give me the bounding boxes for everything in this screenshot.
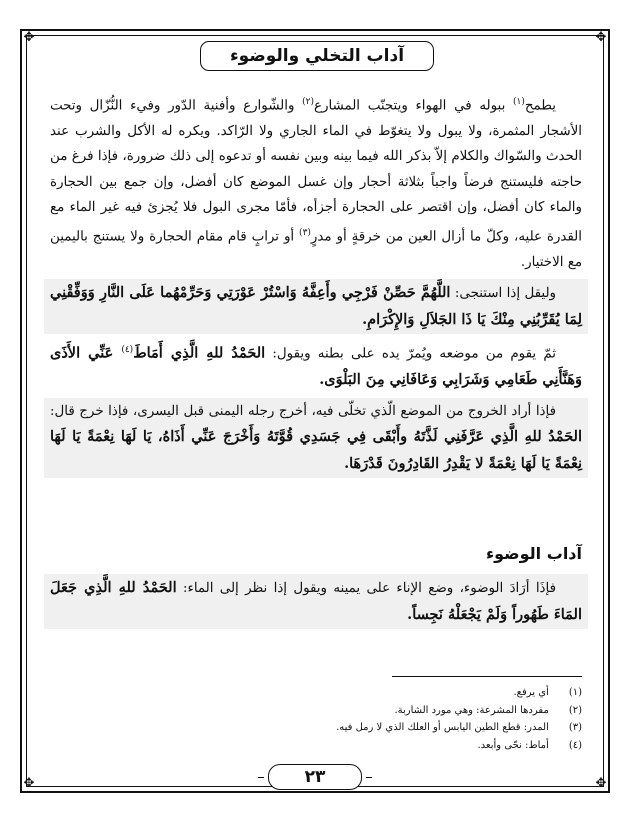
page-number-ornament: [366, 777, 372, 778]
footnote-number: (٤): [568, 739, 582, 751]
footnote-ref: (٤): [121, 345, 134, 356]
corner-ornament-icon: ✥: [23, 30, 35, 45]
supplication-text: اللَّهُمَّ حَصِّنْ فَرْجِي وأَعِفَّهُ وَاسْتُرْ عَوْرَتِي وَحَرِّمْهُما عَلَى النَّارِ وَوَفِّقْنِي لِمَا يُقَرِّبُنِي مِنْكَ يَا ذَا الجَلاَلِ وَالإِكْرَامِ.: [50, 284, 582, 328]
text-run: وليقل إذا استنجى:: [450, 286, 556, 302]
text-run: ثمّ يقوم من موضعه ويُمرّ يده على بطنه ويقول:: [265, 346, 556, 362]
footnote-number: (٣): [568, 722, 582, 733]
text-run: فإذَا أرَادَ الوضوء، وضع الإناء على يمينه ويقول إذا نظر إلى الماء:: [176, 581, 556, 596]
wudu-text: [50, 570, 582, 633]
footnote-text: مفردها المشرعة: وهي مورد الشاربة.: [394, 704, 549, 716]
footnote-text: المدر: قطع الطين اليابس أو العلك الذي لا رمل فيه.: [336, 722, 549, 733]
paragraph-standing-dua: [50, 338, 582, 393]
paragraph-istinja-dua: [44, 279, 588, 334]
page-number-ornament: [258, 777, 264, 778]
footnote-item: [270, 702, 582, 720]
footnote-number: (١): [568, 687, 582, 698]
footnote-ref: (٢): [302, 97, 314, 107]
section-heading: آداب الوضوء: [485, 544, 582, 563]
page-number: ٢٣: [304, 767, 326, 787]
footnote-divider: [392, 676, 582, 677]
page-title: آداب التخلي والوضوء: [229, 46, 405, 66]
footnote-ref: (١): [513, 97, 525, 107]
footnotes: [270, 684, 582, 754]
footnote-item: [270, 737, 582, 755]
paragraph-wudu-dua: [44, 574, 588, 629]
text-run: فإذا أراد الخروج من الموضع الّذي تخلّى فيه، أخرج رجله اليمنى قبل اليسرى، فإذا خرج قال:: [50, 403, 556, 419]
text-run: أو ترابٍ قام مقام الحجارة ولا يستنج باليمين مع الاختيار.: [50, 229, 582, 270]
paragraph-etiquette: [50, 90, 582, 275]
footnote-item: [270, 719, 582, 737]
footnote-text: أي يرفع.: [513, 687, 549, 698]
paragraph-exit-dua: [44, 398, 588, 479]
text-run: ببوله في الهواء ويتجنّب المشارع: [314, 98, 514, 114]
text-run: يطمح: [524, 98, 556, 114]
supplication-text: الحَمْدُ للهِ الَّذِي أَمَاطَ: [133, 344, 266, 362]
footnote-item: [270, 684, 582, 702]
supplication-text: الحَمْدُ للهِ الَّذِي عَرَّفَنِي لَذَّتَهُ وأَبْقَى فِي جَسَدِي قُوَّتَهُ وَأَخْرَجَ عَنِّي أَذَاهُ، يَا لَهَا نِعْمَةً يَا لَهَا نِعْمَةً يَا لَهَا نِعْمَةً لا يَقْدِرُ القَادِرُونَ قَدْرَهَا.: [50, 428, 582, 472]
corner-ornament-icon: ✥: [23, 776, 35, 791]
supplication-text: عَنِّي الأَذَى وَهَنَّأَنِي طَعَامِي وَشَرَابِي وَعَافَانِي مِنَ البَلْوَى.: [50, 344, 582, 389]
page-header: [200, 41, 434, 71]
main-text: [50, 90, 582, 482]
footnote-text: أماط: نحّى وأبعد.: [477, 739, 549, 751]
corner-ornament-icon: ✥: [595, 30, 607, 45]
footnote-number: (٢): [568, 704, 582, 716]
page-number-box: [268, 764, 362, 790]
corner-ornament-icon: ✥: [595, 776, 607, 791]
supplication-text: الحَمْدُ للهِ الَّذِي جَعَلَ المَاءَ طَهُوراً وَلَمْ يَجْعَلْهُ نَجِساً.: [50, 579, 582, 623]
text-run: والشّوارع وأفنية الدّور وفيء النُّزّال وتحت الأشجار المثمرة، ولا يبول ولا يتغوّط في الماء الجاري ولا الرّاكد. ويكره له الأكل والشرب عند الحدث والسّواك والكلام إلاّ بذكر الله فيما بينه وبين نفسه أو تدعوه إلى ذلك ضرورة، فإذا فرغ من حاجته فليستنج فرضاً واجباً بثلاثة أحجار وإن غسل الموضع كان أفضل، وإن جمع بين الحجارة والماء كان أفضل، وإن اقتصر على الحجارة أجزأه، فأمّا مجرى البول فلا يُجزئ فيه غير الماء مع القدرة عليه، وكلّ ما أزال العين من خرقةٍ أو مدرٍ: [50, 98, 582, 245]
footnote-ref: (٣): [299, 227, 311, 238]
